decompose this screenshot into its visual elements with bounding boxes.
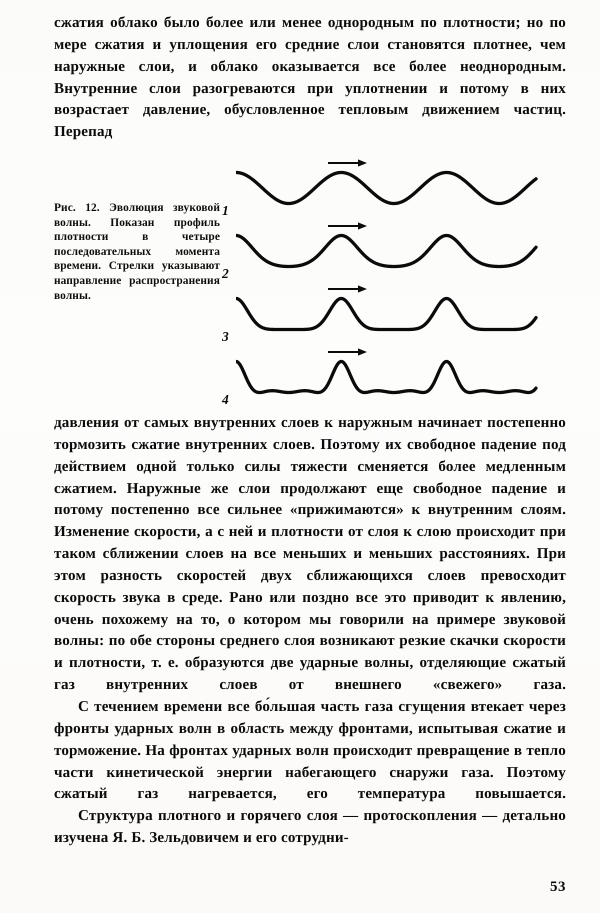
- top-paragraph-block: [54, 13, 566, 144]
- wave-diagram: [222, 157, 566, 407]
- body-paragraph: С течением времени все бо́льшая часть газа сгущения втекает через фронты ударных волн в область между фронтами, испытывая сжатие и торможение. На фронтах ударных волн происходит превращение в тепло части кинетической энергии набегающего снаружи газа. Поэтому сжатый газ нагревается, его температура повышается.: [54, 698, 566, 803]
- figure-12: [54, 157, 566, 407]
- wave-curve: [236, 283, 556, 344]
- page-number: 53: [550, 879, 566, 895]
- wave-row: [222, 346, 566, 407]
- lower-paragraph-block: [54, 413, 566, 850]
- wave-curve: [236, 220, 556, 281]
- right-arrow-icon: [328, 222, 367, 229]
- wave-index-label: 4: [222, 391, 229, 407]
- right-arrow-icon: [328, 159, 367, 166]
- wave-row: [222, 157, 566, 218]
- wave-curve: [236, 346, 556, 407]
- right-arrow-icon: [328, 348, 367, 355]
- body-paragraph: давления от самых внутренних слоев к наружным начинает постепенно тормозить сжатие внутренних слоев. Поэтому их свободное падение под действием одной только силы тяжести сменяется более медленным сжатием. Наружные же слои продолжают еще свободное падение и потому постепенно все сильнее «прижимаются» к внутренним слоям. Изменение скорости, а с ней и плотности от слоя к слою происходит при таком сближении слоев на все меньших и меньших расстояниях. При этом разность скоростей двух сближающихся слоев превосходит скорость звука в среде. Рано или поздно все это приводит к явлению, очень похожему на то, о котором мы говорили на примере звуковой волны: по обе стороны среднего слоя возникают резкие скачки скорости и плотности, т. е. образуются две ударные волны, отделяющие сжатый газ внутренних слоев от внешнего «свежего» газа.: [54, 415, 566, 694]
- wave-path: [236, 173, 536, 204]
- wave-index-label: 3: [222, 328, 229, 344]
- top-paragraph: сжатия облако было более или менее однородным по плотности; но по мере сжатия и уплощения его средние слои становятся плотнее, чем наружные слои, и облако оказывается все более неоднородным. Внутренние слои разогреваются при уплотнении и потому в них возрастает давление, обусловленное тепловым движением частиц. Перепад: [54, 15, 566, 141]
- wave-path: [236, 362, 536, 393]
- body-paragraph: Структура плотного и горячего слоя — протоскопления — детально изучена Я. Б. Зельдовичем и его сотрудни-: [54, 808, 566, 847]
- wave-row: [222, 220, 566, 281]
- wave-path: [236, 236, 536, 267]
- wave-index-label: 1: [222, 202, 229, 218]
- figure-caption: Рис. 12. Эволюция звуковой волны. Показан профиль плотности в четыре последовательных момента времени. Стрелки указывают направление распространения волны.: [54, 202, 220, 302]
- wave-index-label: 2: [222, 265, 229, 281]
- right-arrow-icon: [328, 285, 367, 292]
- wave-path: [236, 299, 536, 330]
- wave-curve: [236, 157, 556, 218]
- wave-row: [222, 283, 566, 344]
